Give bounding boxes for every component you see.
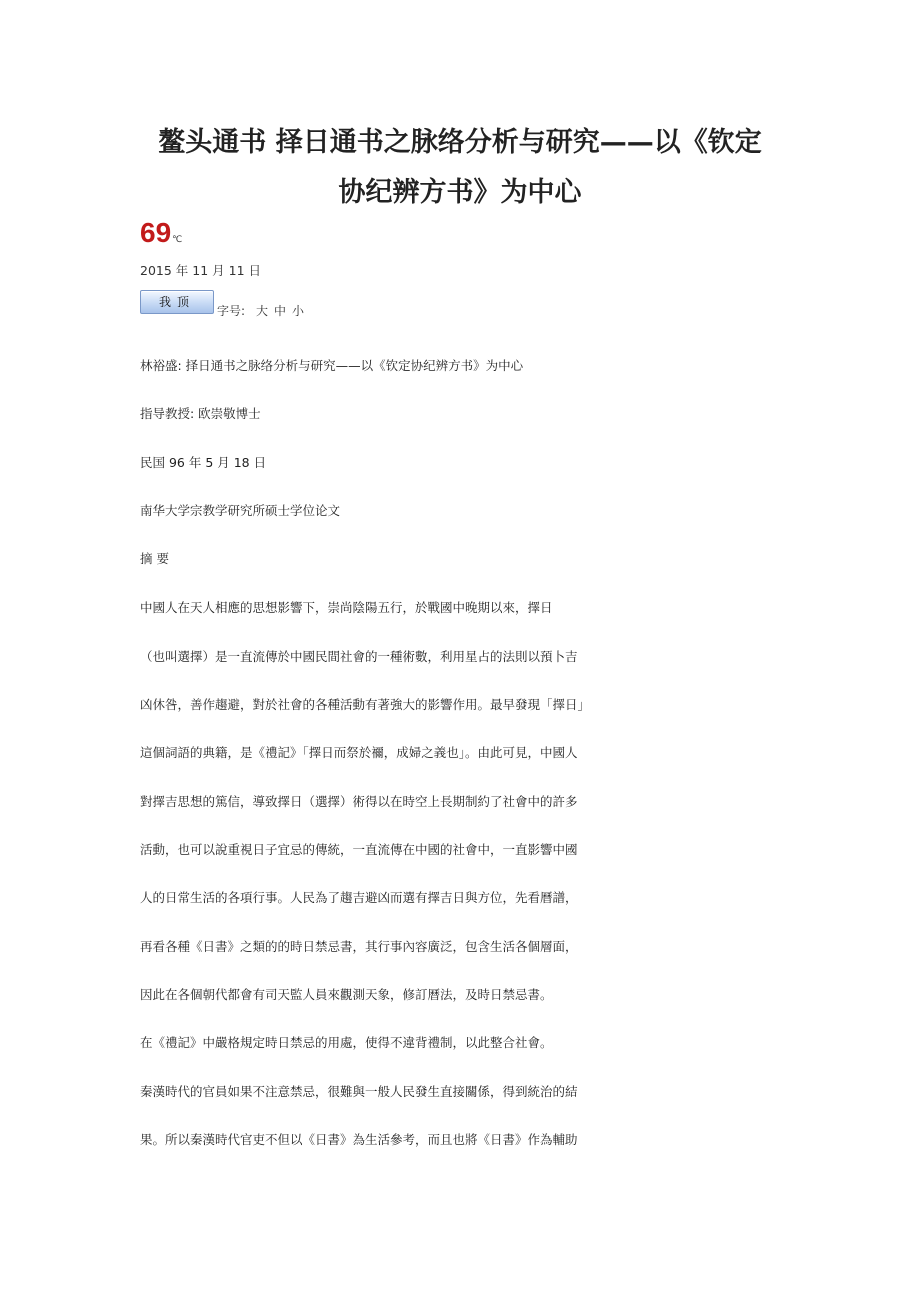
paragraph-body-line: 在《禮記》中嚴格規定時日禁忌的用處，使得不違背禮制，以此整合社會。: [140, 1035, 553, 1050]
paragraph-body-line: 果。所以秦漢時代官吏不但以《日書》為生活參考，而且也將《日書》作為輔助: [140, 1132, 578, 1147]
paragraph-advisor: 指导教授: 欧崇敬博士: [140, 406, 261, 421]
top-button[interactable]: 我顶: [140, 290, 214, 314]
article-title-line-1: 鳌头通书 择日通书之脉络分析与研究——以《钦定: [158, 127, 762, 158]
font-size-large-link[interactable]: 大: [256, 304, 269, 318]
paragraph-institution: 南华大学宗教学研究所硕士学位论文: [140, 503, 341, 518]
paragraph-body-line: 因此在各個朝代都會有司天監人員來觀測天象，修訂曆法，及時日禁忌書。: [140, 987, 553, 1002]
font-size-small-link[interactable]: 小: [292, 304, 305, 318]
publish-date: 2015 年 11 月 11 日: [140, 263, 261, 278]
article-title-line-2: 协纪辨方书》为中心: [338, 177, 582, 208]
temperature-value: 69: [140, 217, 172, 248]
paragraph-date: 民国 96 年 5 月 18 日: [140, 455, 267, 470]
article-title: [120, 118, 800, 218]
paragraph-abstract-heading: 摘 要: [140, 551, 169, 566]
paragraph-body-line: 活動，也可以說重視日子宜忌的傳統，一直流傳在中國的社會中，一直影響中國: [140, 842, 578, 857]
paragraph-body-line: 人的日常生活的各項行事。人民為了趨吉避凶而選有擇吉日與方位，先看曆譜，: [140, 890, 578, 905]
paragraph-body-line: 這個詞語的典籍，是《禮記》「擇日而祭於禰，成婦之義也」。由此可見，中國人: [140, 745, 578, 760]
font-size-label: 字号:: [217, 304, 246, 318]
temperature-display: [140, 215, 182, 251]
paragraph-body-line: （也叫選擇）是一直流傳於中國民間社會的一種術數，利用星占的法則以預卜吉: [140, 649, 578, 664]
paragraph-body-line: 對擇吉思想的篤信，導致擇日（選擇）術得以在時空上長期制約了社會中的許多: [140, 794, 578, 809]
font-size-medium-link[interactable]: 中: [274, 304, 287, 318]
paragraph-body-line: 秦漢時代的官員如果不注意禁忌，很難與一般人民發生直接關係，得到統治的結: [140, 1084, 578, 1099]
paragraph-author: 林裕盛: 择日通书之脉络分析与研究——以《钦定协纪辨方书》为中心: [140, 358, 524, 373]
paragraph-body-line: 再看各種《日書》之類的的時日禁忌書，其行事內容廣泛，包含生活各個層面，: [140, 939, 578, 954]
paragraph-body-line: 中國人在天人相應的思想影響下，崇尚陰陽五行，於戰國中晚期以來，擇日: [140, 600, 553, 615]
paragraph-body-line: 凶休咎，善作趨避，對於社會的各種活動有著強大的影響作用。最早發現「擇日」: [140, 697, 591, 712]
temperature-unit: ℃: [172, 235, 183, 245]
